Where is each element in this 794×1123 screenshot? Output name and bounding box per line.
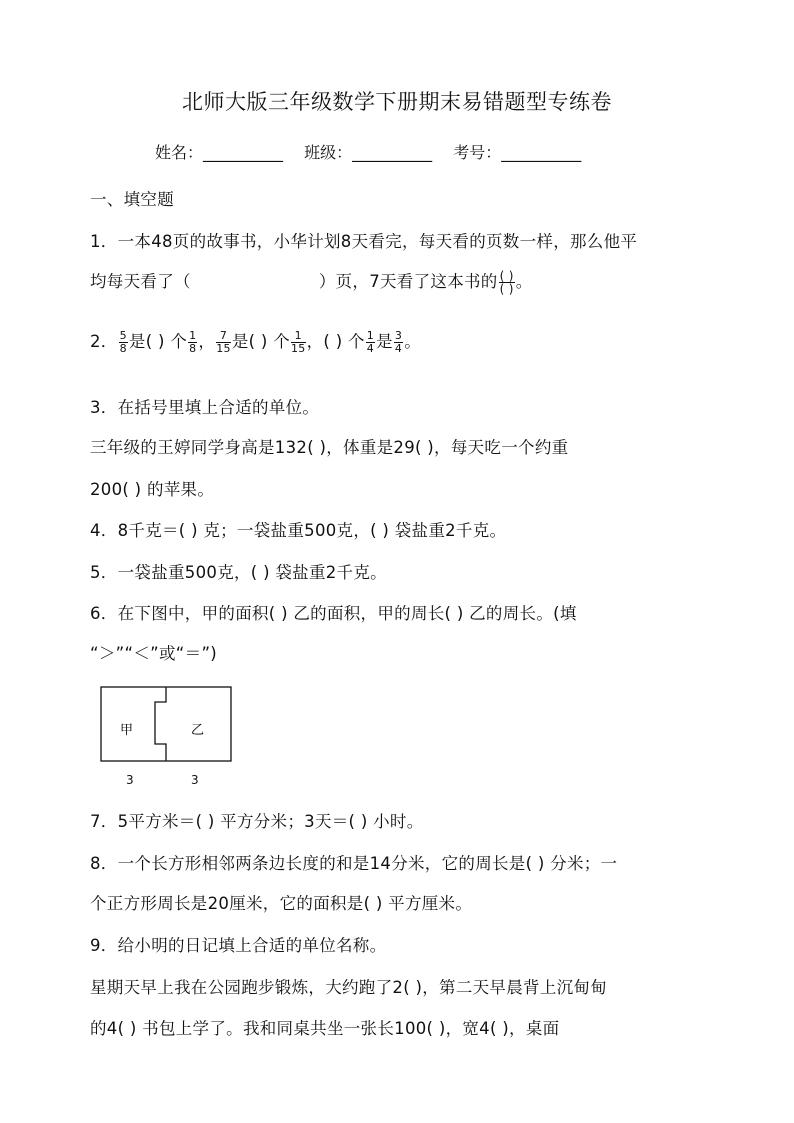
fraction: [291, 330, 306, 355]
fraction: [394, 330, 403, 355]
fraction-denominator: 4: [394, 342, 403, 355]
question-text[interactable]: 是( ) 个: [231, 332, 290, 351]
question-9-line-3[interactable]: 的4( ) 书包上学了。我和同桌共坐一张长100( )，宽4( )，桌面: [90, 1019, 560, 1038]
question-9-line-2[interactable]: 星期天早上我在公园跑步锻炼，大约跑了2( )，第二天早晨背上沉甸甸: [90, 978, 608, 997]
figure-divider-line: [155, 687, 166, 761]
fraction-blank[interactable]: [499, 270, 515, 295]
fraction-numerator: 5: [119, 329, 127, 342]
page-title: 北师大版三年级数学下册期末易错题型专练卷: [182, 90, 612, 114]
question-text[interactable]: ，( ) 个: [306, 332, 365, 351]
question-7[interactable]: 7．5平方米＝( ) 平方分米；3天＝( ) 小时。: [90, 812, 424, 831]
question-2: [90, 328, 421, 355]
fraction-denominator: 15: [216, 342, 231, 355]
question-1-text-a: 均每天看了（: [90, 272, 191, 291]
fraction: [216, 330, 231, 355]
fraction-numerator: 3: [394, 329, 403, 342]
question-text[interactable]: 是( ) 个: [128, 332, 188, 351]
fraction-denominator: 8: [189, 342, 197, 355]
fraction-numerator: 1: [366, 329, 375, 342]
area-perimeter-figure: [100, 686, 232, 762]
question-text: 是: [376, 332, 393, 351]
fraction-denominator: 4: [366, 342, 375, 355]
name-field[interactable]: 姓名：__________: [155, 143, 284, 162]
question-8-line-1[interactable]: 8．一个长方形相邻两条边长度的和是14分米，它的周长是( ) 分米；一: [90, 854, 618, 873]
question-1-line-2: [90, 268, 533, 295]
section-heading: 一、填空题: [90, 190, 174, 209]
fraction: [188, 330, 197, 355]
exam-number-field[interactable]: 考号：__________: [453, 143, 582, 162]
question-3-line-1: 3．在括号里填上合适的单位。: [90, 398, 320, 417]
fraction: [119, 330, 128, 355]
student-info-row: [155, 140, 581, 163]
figure-label-a: 甲: [120, 723, 134, 738]
question-text: ，: [198, 332, 216, 351]
figure-label-b: 乙: [191, 723, 205, 738]
fraction-numerator: 1: [189, 329, 197, 342]
question-number: 2．: [90, 332, 118, 351]
period: 。: [404, 332, 422, 351]
question-8-line-2[interactable]: 个正方形周长是20厘米，它的面积是( ) 平方厘米。: [90, 894, 473, 913]
question-4[interactable]: 4．8千克＝( ) 克；一袋盐重500克，( ) 袋盐重2千克。: [90, 521, 507, 540]
question-1-text-b: ）页，7天看了这本书的: [318, 272, 498, 291]
figure-dimension-b: 3: [191, 773, 199, 787]
question-5[interactable]: 5．一袋盐重500克，( ) 袋盐重2千克。: [90, 563, 387, 582]
question-1-line-1: 1．一本48页的故事书，小华计划8天看完，每天看的页数一样，那么他平: [90, 232, 638, 251]
fraction-numerator: 1: [291, 330, 306, 343]
fraction-numerator: 7: [216, 330, 231, 343]
question-6-line-1[interactable]: 6．在下图中，甲的面积( ) 乙的面积，甲的周长( ) 乙的周长。(填: [90, 604, 577, 623]
question-3-line-2[interactable]: 三年级的王婷同学身高是132( )，体重是29( )，每天吃一个约重: [90, 438, 569, 457]
class-field[interactable]: 班级：__________: [304, 143, 433, 162]
question-9-line-1: 9．给小明的日记填上合适的单位名称。: [90, 936, 387, 955]
figure-dimension-a: 3: [126, 773, 134, 787]
period: 。: [515, 272, 533, 291]
fraction-numerator: ( ): [499, 269, 514, 283]
fraction: [366, 330, 375, 355]
question-6-line-2: “＞”“＜”或“＝”): [90, 644, 218, 663]
fraction-denominator: 8: [119, 342, 127, 355]
question-3-line-3[interactable]: 200( ) 的苹果。: [90, 480, 215, 499]
fraction-denominator: 15: [291, 342, 306, 355]
fraction-denominator: ( ): [499, 282, 514, 296]
